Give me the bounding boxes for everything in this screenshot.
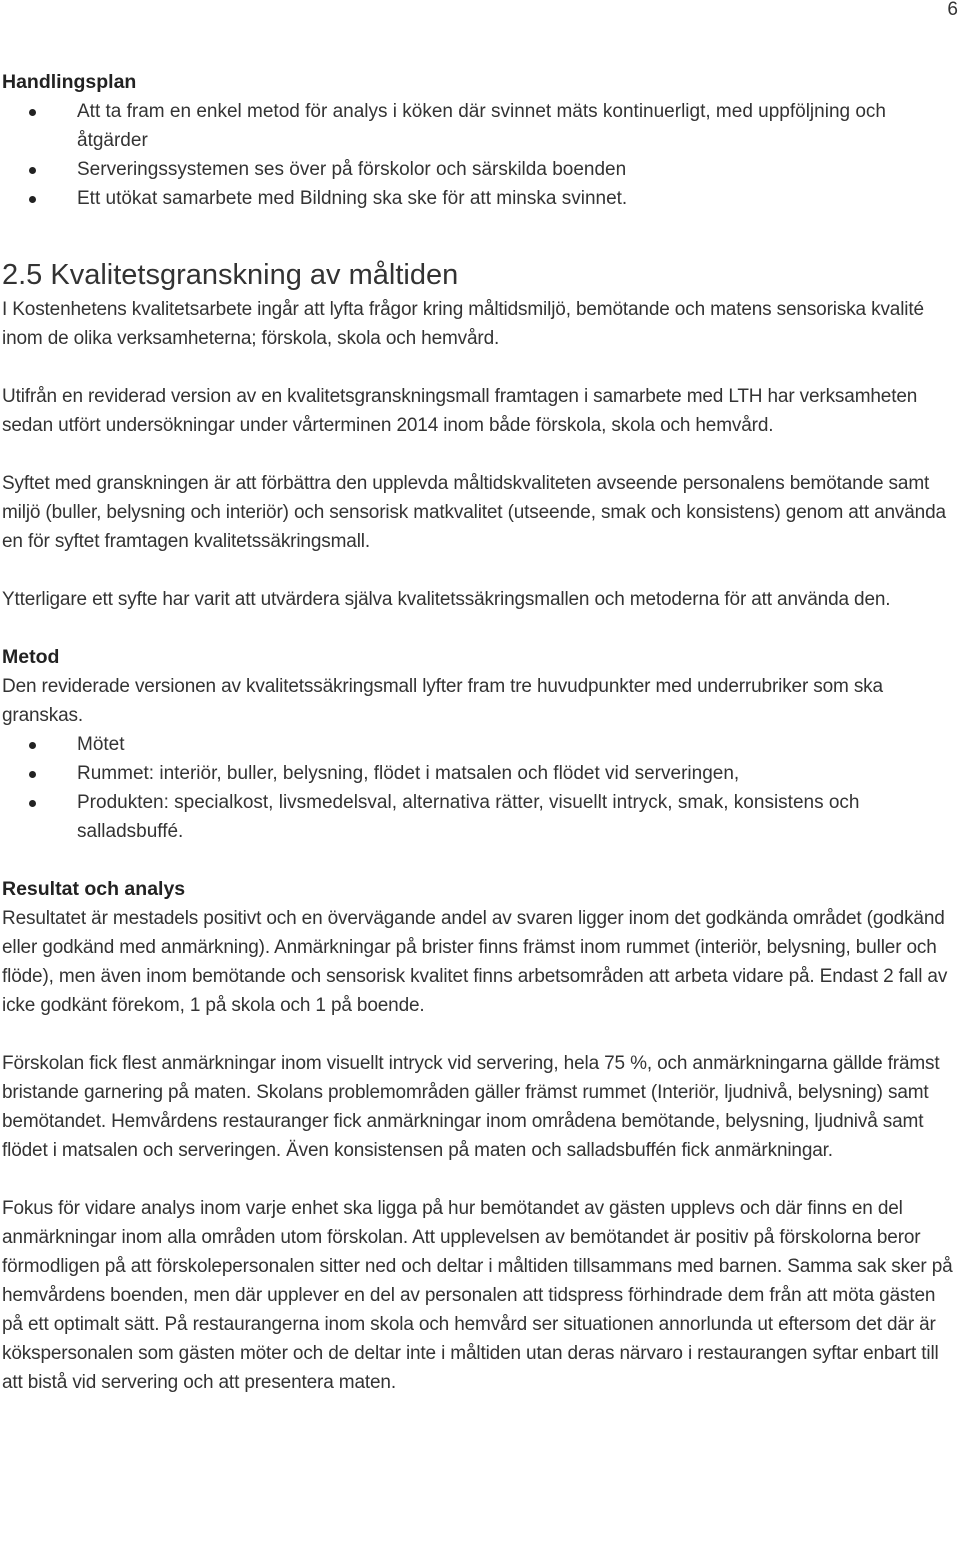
list-item: Att ta fram en enkel metod för analys i köken där svinnet mäts kontinuerligt, med uppföljning och åtgärder — [2, 97, 958, 155]
list-item: Ett utökat samarbete med Bildning ska ske för att minska svinnet. — [2, 184, 958, 213]
paragraph: Fokus för vidare analys inom varje enhet ska ligga på hur bemötandet av gästen upplevs och där finns en del anmärkningar inom alla områden utom förskolan. Att upplevelsen av bemötandet är positiv på förskolorna beror förmodligen på att förskolepersonalen sitter ned och deltar i måltiden tillsammans med barnen. Samma sak sker på hemvårdens boenden, men där upplever en del av personalen att tidspress förhindrade dem från att möta gästen på ett optimalt sätt. På restaurangerna inom skola och hemvård ser situationen annorlunda ut eftersom det där är kökspersonalen som gästen möter och de deltar inte i måltiden utan deras närvaro i restaurangen syftar enbart till att bistå vid servering och att presentera maten. — [2, 1198, 953, 1393]
paragraph: Ytterligare ett syfte har varit att utvärdera själva kvalitetssäkringsmallen och metoderna för att använda den. — [2, 589, 891, 610]
list-item: Mötet — [2, 730, 958, 759]
document-body — [2, 68, 958, 1397]
paragraph: Syftet med granskningen är att förbättra den upplevda måltidskvaliteten avseende personalens bemötande samt miljö (buller, belysning och interiör) och sensorisk matkvalitet (utseende, smak och konsistens) genom att använda en för syftet framtagen kvalitetssäkringsmall. — [2, 473, 946, 552]
metod-heading: Metod — [2, 646, 60, 668]
handlingsplan-heading: Handlingsplan — [2, 71, 137, 93]
page-number: 6 — [947, 0, 958, 20]
metod-list — [2, 730, 958, 846]
paragraph: Utifrån en reviderad version av en kvalitetsgranskningsmall framtagen i samarbete med LTH har verksamheten sedan utfört undersökningar under vårterminen 2014 inom både förskola, skola och hemvård. — [2, 386, 918, 436]
list-item: Produkten: specialkost, livsmedelsval, alternativa rätter, visuellt intryck, smak, konsistens och salladsbuffé. — [2, 788, 958, 846]
handlingsplan-list — [2, 97, 958, 213]
section-title: 2.5 Kvalitetsgranskning av måltiden — [2, 259, 459, 291]
paragraph: Resultatet är mestadels positivt och en övervägande andel av svaren ligger inom det godkända området (godkänd eller godkänd med anmärkning). Anmärkningar på brister finns främst inom rummet (interiör, belysning, buller och flöde), men även inom bemötande och sensorisk kvalitet finns arbetsområden att arbeta vidare på. Endast 2 fall av icke godkänt förekom, 1 på skola och 1 på boende. — [2, 908, 948, 1016]
paragraph: Förskolan fick flest anmärkningar inom visuellt intryck vid servering, hela 75 %, och anmärkningarna gällde främst bristande garnering på maten. Skolans problemområden gäller främst rummet (Interiör, ljudnivå, belysning) samt bemötandet. Hemvårdens restauranger fick anmärkningar inom områdena bemötande, belysning, ljudnivå samt flödet i matsalen och serveringen. Även konsistensen på maten och salladsbuffén fick anmärkningar. — [2, 1053, 940, 1161]
resultat-heading: Resultat och analys — [2, 878, 186, 900]
paragraph: Den reviderade versionen av kvalitetssäkringsmall lyfter fram tre huvudpunkter med underrubriker som ska granskas. — [2, 676, 883, 726]
list-item: Serveringssystemen ses över på förskolor och särskilda boenden — [2, 155, 958, 184]
list-item: Rummet: interiör, buller, belysning, flödet i matsalen och flödet vid serveringen, — [2, 759, 958, 788]
paragraph: I Kostenhetens kvalitetsarbete ingår att lyfta frågor kring måltidsmiljö, bemötande och matens sensoriska kvalité inom de olika verksamheterna; förskola, skola och hemvård. — [2, 299, 924, 349]
